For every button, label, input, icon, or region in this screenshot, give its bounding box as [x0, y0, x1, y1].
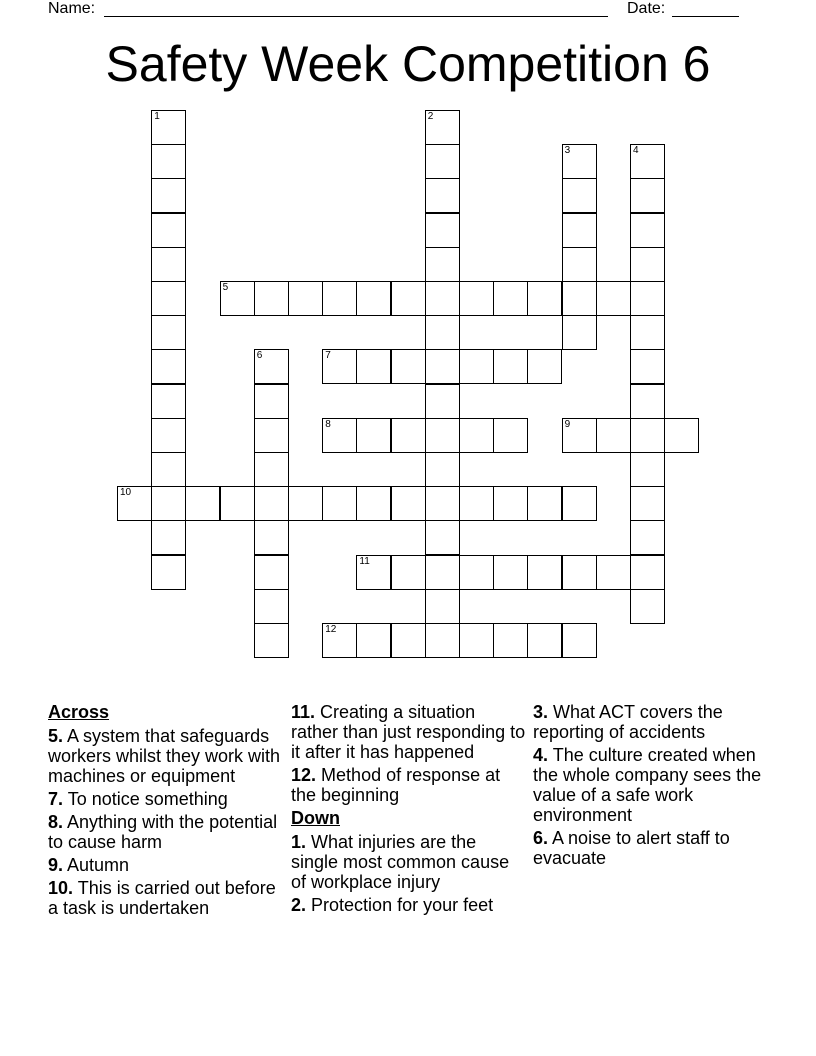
grid-cell[interactable] [630, 144, 665, 179]
grid-cell[interactable] [151, 555, 186, 590]
grid-cell[interactable] [356, 555, 391, 590]
grid-cell[interactable] [562, 281, 597, 316]
grid-cell[interactable] [630, 520, 665, 555]
grid-cell[interactable] [562, 418, 597, 453]
grid-cell[interactable] [562, 247, 597, 282]
grid-cell[interactable] [562, 555, 597, 590]
clue-down-2: 2. Protection for your feet [291, 895, 494, 915]
grid-cell[interactable] [630, 589, 665, 624]
grid-cell[interactable] [322, 623, 357, 658]
grid-cell[interactable] [425, 452, 460, 487]
grid-cell[interactable] [151, 247, 186, 282]
grid-cell[interactable] [322, 486, 357, 521]
grid-cell[interactable] [493, 623, 528, 658]
grid-cell[interactable] [493, 555, 528, 590]
grid-cell[interactable] [254, 384, 289, 419]
grid-cell[interactable] [151, 384, 186, 419]
grid-cell[interactable] [459, 418, 494, 453]
grid-cell[interactable] [664, 418, 699, 453]
grid-cell[interactable] [254, 486, 289, 521]
clue-down-1: 1. What injuries are the single most common cause of workplace injury [291, 832, 510, 892]
cell-number: 2 [427, 111, 434, 122]
grid-cell[interactable] [151, 213, 186, 248]
cell-number: 4 [633, 145, 639, 157]
grid-cell[interactable] [562, 315, 597, 350]
grid-cell[interactable] [493, 281, 528, 316]
grid-cell[interactable] [425, 178, 460, 213]
clue-across-9: 9. Autumn [48, 855, 130, 875]
grid-cell[interactable] [596, 281, 631, 316]
grid-cell[interactable] [391, 486, 426, 521]
grid-cell[interactable] [630, 384, 665, 419]
grid-cell[interactable] [425, 486, 460, 521]
grid-cell[interactable] [527, 349, 562, 384]
clue-across-11: 11. Creating a situation rather than just responding to it after it has happened [291, 702, 526, 762]
grid-cell[interactable] [459, 623, 494, 658]
grid-cell[interactable] [425, 589, 460, 624]
cell-number: 1 [154, 111, 160, 122]
grid-cell[interactable] [493, 486, 528, 521]
grid-cell[interactable] [356, 349, 391, 384]
grid-cell[interactable] [562, 486, 597, 521]
grid-cell[interactable] [117, 486, 152, 521]
grid-cell[interactable] [562, 623, 597, 658]
grid-cell[interactable] [562, 144, 597, 179]
name-label: Name: [48, 0, 96, 17]
grid-cell[interactable] [356, 418, 391, 453]
grid-cell[interactable] [185, 486, 220, 521]
grid-cell[interactable] [596, 555, 631, 590]
grid-cell[interactable] [151, 144, 186, 179]
grid-cell[interactable] [527, 486, 562, 521]
grid-cell[interactable] [425, 247, 460, 282]
grid-cell[interactable] [527, 281, 562, 316]
cell-number: 11 [359, 555, 370, 567]
grid-cell[interactable] [425, 281, 460, 316]
cell-number: 6 [256, 350, 263, 362]
clue-column-2 [291, 702, 527, 918]
grid-cell[interactable] [220, 486, 255, 521]
grid-cell[interactable] [493, 349, 528, 384]
clue-across-12: 12. Method of response at the beginning [291, 765, 501, 805]
grid-cell[interactable] [630, 486, 665, 521]
grid-cell[interactable] [425, 349, 460, 384]
grid-cell[interactable] [425, 623, 460, 658]
cell-number: 8 [325, 418, 331, 430]
grid-cell[interactable] [356, 623, 391, 658]
grid-cell[interactable] [596, 418, 631, 453]
grid-cell[interactable] [254, 452, 289, 487]
grid-cell[interactable] [425, 213, 460, 248]
grid-cell[interactable] [322, 281, 357, 316]
clue-down-6: 6. A noise to alert staff to evacuate [533, 828, 730, 868]
grid-cell[interactable] [425, 555, 460, 590]
grid-cell[interactable] [630, 315, 665, 350]
grid-cell[interactable] [425, 520, 460, 555]
grid-cell[interactable] [459, 486, 494, 521]
grid-cell[interactable] [425, 384, 460, 419]
clue-across-7: 7. To notice something [48, 789, 228, 809]
grid-cell[interactable] [459, 281, 494, 316]
grid-cell[interactable] [459, 555, 494, 590]
grid-cell[interactable] [151, 349, 186, 384]
cell-number: 3 [564, 145, 571, 157]
grid-cell[interactable] [630, 555, 665, 590]
grid-cell[interactable] [630, 349, 665, 384]
cell-number: 12 [325, 624, 337, 635]
grid-cell[interactable] [356, 281, 391, 316]
grid-cell[interactable] [391, 281, 426, 316]
grid-cell[interactable] [220, 281, 255, 316]
clue-column-1 [48, 702, 284, 921]
grid-cell[interactable] [493, 418, 528, 453]
grid-cell[interactable] [254, 349, 289, 384]
grid-cell[interactable] [425, 315, 460, 350]
clue-across-10: 10. This is carried out before a task is undertaken [48, 878, 276, 918]
grid-cell[interactable] [254, 281, 289, 316]
grid-cell[interactable] [254, 589, 289, 624]
grid-cell[interactable] [630, 281, 665, 316]
clue-down-4: 4. The culture created when the whole company sees the value of a safe work environment [533, 745, 762, 825]
grid-cell[interactable] [288, 281, 323, 316]
grid-cell[interactable] [425, 110, 460, 145]
grid-cell[interactable] [630, 452, 665, 487]
grid-cell[interactable] [254, 418, 289, 453]
clue-across-8: 8. Anything with the potential to cause harm [48, 812, 278, 852]
grid-cell[interactable] [459, 349, 494, 384]
grid-cell[interactable] [151, 315, 186, 350]
grid-cell[interactable] [391, 555, 426, 590]
cell-number: 9 [564, 418, 571, 430]
grid-cell[interactable] [527, 555, 562, 590]
grid-cell[interactable] [254, 555, 289, 590]
cell-number: 5 [222, 282, 229, 293]
grid-cell[interactable] [356, 486, 391, 521]
grid-cell[interactable] [630, 418, 665, 453]
grid-cell[interactable] [151, 281, 186, 316]
grid-cell[interactable] [391, 418, 426, 453]
clue-down-3: 3. What ACT covers the reporting of accidents [533, 702, 723, 742]
page-title: Safety Week Competition 6 [105, 36, 711, 92]
grid-cell[interactable] [630, 213, 665, 248]
grid-cell[interactable] [151, 178, 186, 213]
across-heading: Across [48, 702, 110, 722]
clue-column-3 [533, 702, 769, 871]
grid-cell[interactable] [425, 418, 460, 453]
grid-cell[interactable] [151, 452, 186, 487]
grid-cell[interactable] [151, 418, 186, 453]
date-label: Date: [627, 0, 666, 17]
grid-cell[interactable] [630, 247, 665, 282]
grid-cell[interactable] [151, 520, 186, 555]
grid-cell[interactable] [425, 144, 460, 179]
grid-cell[interactable] [630, 178, 665, 213]
grid-cell[interactable] [562, 178, 597, 213]
cell-number: 7 [325, 350, 331, 362]
grid-cell[interactable] [391, 349, 426, 384]
grid-cell[interactable] [322, 349, 357, 384]
grid-cell[interactable] [391, 623, 426, 658]
grid-cell[interactable] [254, 623, 289, 658]
down-heading: Down [291, 808, 340, 828]
grid-cell[interactable] [151, 110, 186, 145]
clue-across-5: 5. A system that safeguards workers whilst they work with machines or equipment [48, 726, 281, 786]
grid-cell[interactable] [527, 623, 562, 658]
grid-cell[interactable] [151, 486, 186, 521]
grid-cell[interactable] [322, 418, 357, 453]
grid-cell[interactable] [288, 486, 323, 521]
cell-number: 10 [120, 487, 132, 499]
grid-cell[interactable] [254, 520, 289, 555]
grid-cell[interactable] [562, 213, 597, 248]
